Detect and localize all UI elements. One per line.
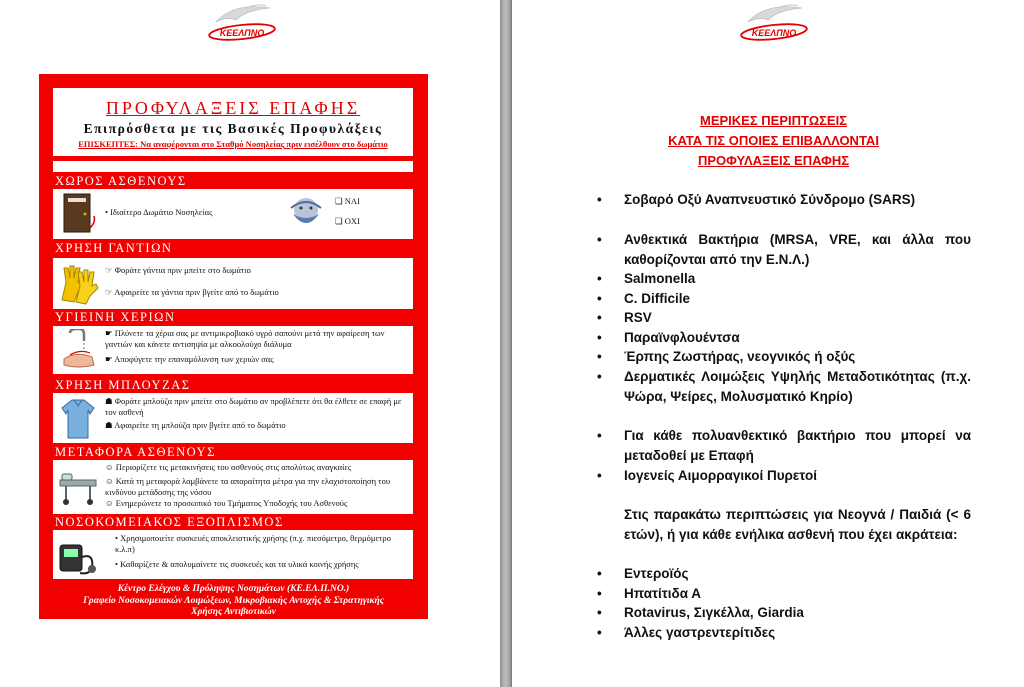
right-title-line-2: ΚΑΤΑ ΤΙΣ ΟΠΟΙΕΣ ΕΠΙΒΑΛΛΟΝΤΑΙ bbox=[668, 133, 879, 148]
page-divider bbox=[500, 0, 512, 687]
transport-line-1: ☺ Περιορίζετε τις μετακινήσεις του ασθενούς στις απολύτως αναγκαίες bbox=[105, 462, 352, 472]
contact-precautions-poster bbox=[39, 74, 428, 619]
hand-hygiene-line-1: ☛ Πλύνετε τα χέρια σας με αντιμικροβιακό υγρό σαπούνι μετά την αφαίρεση των γαντιών και κάνετε αντισηψία με αλκοολούχο διάλυμα bbox=[105, 328, 385, 349]
section-gown bbox=[53, 393, 413, 443]
section-hand-hygiene bbox=[53, 326, 413, 374]
section-title-hand-hygiene: ΥΓΙΕΙΝΗ ΧΕΡΙΩΝ bbox=[55, 310, 176, 324]
list-item: • Παραϊνφλουέντσα bbox=[624, 328, 971, 348]
footer-line-3: Χρήσης Αντιβιοτικών bbox=[191, 607, 276, 617]
gloves-icon bbox=[56, 262, 100, 306]
list-item: • Ανθεκτικά Βακτήρια (MRSA, VRE, και άλλα που καθορίζονται από την Ε.Ν.Λ.) bbox=[624, 230, 971, 269]
section-gloves bbox=[53, 258, 413, 309]
section-patient-room bbox=[53, 189, 413, 239]
list-item: • Rotavirus, Σιγκέλλα, Giardia bbox=[624, 603, 971, 623]
section-title-patient-transport: ΜΕΤΑΦΟΡΑ ΑΣΘΕΝΟΥΣ bbox=[55, 445, 216, 459]
handwash-icon bbox=[56, 329, 100, 371]
list-item: • Ηπατίτιδα Α bbox=[624, 584, 971, 604]
door-icon bbox=[56, 192, 100, 234]
list-item: • Έρπης Ζωστήρας, νεογνικός ή οξύς bbox=[624, 347, 971, 367]
section-title-patient-room: ΧΩΡΟΣ ΑΣΘΕΝΟΥΣ bbox=[55, 174, 187, 188]
transport-line-3: ☺ Ενημερώνετε το προσωπικό του Τμήματος Υποδοχής του Ασθενούς bbox=[105, 498, 348, 508]
list-item: • Δερματικές Λοιμώξεις Υψηλής Μεταδοτικότητας (π.χ. Ψώρα, Ψείρες, Μολυσματικό Κηρίο) bbox=[624, 367, 971, 406]
gloves-line-1: ☞ Φοράτε γάντια πριν μπείτε στο δωμάτιο bbox=[105, 265, 251, 275]
stretcher-icon bbox=[56, 466, 100, 508]
list-item: • Ιογενείς Αιμορραγικοί Πυρετοί bbox=[624, 466, 971, 486]
gown-line-2: ☗ Αφαιρείτε τη μπλούζα πριν βγείτε από το δωμάτιο bbox=[105, 420, 286, 430]
keelpno-logo-left bbox=[206, 4, 278, 46]
section-title-gloves: ΧΡΗΣΗ ΓΑΝΤΙΩΝ bbox=[55, 241, 173, 255]
gown-line-1: ☗ Φοράτε μπλούζα πριν μπείτε στο δωμάτιο αν προβλέπετε ότι θα έλθετε σε επαφή με τον ασθενή bbox=[105, 396, 402, 417]
hand-hygiene-line-2: ☛ Αποφύγετε την επαναμόλυνση των χεριών σας bbox=[105, 354, 274, 364]
footer-line-1: Κέντρο Ελέγχου & Πρόληψης Νοσημάτων (ΚΕ.ΕΛ.Π.ΝΟ.) bbox=[117, 584, 350, 594]
mask-icon bbox=[283, 192, 329, 236]
logo-text: ΚΕΕΛΠΝΟ bbox=[219, 28, 265, 38]
gown-icon bbox=[56, 396, 100, 440]
right-title-line-1: ΜΕΡΙΚΕΣ ΠΕΡΙΠΤΩΣΕΙΣ bbox=[700, 113, 847, 128]
section-title-gown: ΧΡΗΣΗ ΜΠΛΟΥΖΑΣ bbox=[55, 378, 191, 392]
poster-header bbox=[53, 88, 413, 156]
keelpno-logo-right bbox=[738, 4, 810, 46]
list-item: • Εντεροϊός bbox=[624, 564, 971, 584]
blood-pressure-monitor-icon bbox=[56, 533, 100, 577]
right-title-line-3: ΠΡΟΦΥΛΑΞΕΙΣ ΕΠΑΦΗΣ bbox=[697, 153, 850, 168]
gloves-line-2: ☞ Αφαιρείτε τα γάντια πριν βγείτε από το δωμάτιο bbox=[105, 287, 279, 297]
section-patient-transport bbox=[53, 460, 413, 514]
section-equipment bbox=[53, 530, 413, 579]
section-title-equipment: ΝΟΣΟΚΟΜΕΙΑΚΟΣ ΕΞΟΠΛΙΣΜΟΣ bbox=[55, 515, 284, 529]
option-yes[interactable]: ❑ ΝΑΙ bbox=[335, 196, 360, 206]
equipment-line-1: • Χρησιμοποιείτε συσκευές αποκλειστικής χρήσης (π.χ. πιεσόμετρο, θερμόμετρο κ.λ.π) bbox=[115, 533, 391, 554]
footer-line-2: Γραφείο Νοσοκομειακών Λοιμώξεων, Μικροβιακής Αντοχής & Στρατηγικής bbox=[83, 596, 384, 606]
list-item: • Άλλες γαστρεντερίτιδες bbox=[624, 623, 971, 643]
private-room-text: • Ιδιαίτερο Δωμάτιο Νοσηλείας bbox=[105, 207, 213, 217]
transport-line-2: ☺ Κατά τη μεταφορά λαμβάνετε τα απαραίτητα μέτρα για την ελαχιστοποίηση του κινδύνου μετάδοσης της νόσου bbox=[105, 476, 391, 497]
blank-band bbox=[53, 161, 413, 172]
poster-subtitle: Επιπρόσθετα με τις Βασικές Προφυλάξεις bbox=[83, 121, 383, 136]
checkbox-icon: ❑ bbox=[335, 196, 343, 206]
list-item: • RSV bbox=[624, 308, 971, 328]
list-item: • C. Difficile bbox=[624, 289, 971, 309]
visitors-note: ΕΠΙΣΚΕΠΤΕΣ: Να αναφέρονται στο Σταθμό Νοσηλείας πριν εισέλθουν στο δωμάτιο bbox=[78, 139, 388, 149]
list-item: • Σοβαρό Οξύ Αναπνευστικό Σύνδρομο (SARS) bbox=[624, 190, 971, 210]
pediatric-paragraph: Στις παρακάτω περιπτώσεις για Νεογνά / Παιδιά (< 6 ετών), ή για κάθε ενήλικα ασθενή που έχει ακράτεια: bbox=[624, 507, 971, 542]
option-no[interactable]: ❑ ΟΧΙ bbox=[335, 216, 360, 226]
equipment-line-2: • Καθαρίζετε & απολυμαίνετε τις συσκευές και τα υλικά κοινής χρήσης bbox=[115, 559, 359, 569]
poster-title: ΠΡΟΦΥΛΑΞΕΙΣ ΕΠΑΦΗΣ bbox=[105, 98, 361, 118]
list-item: • Για κάθε πολυανθεκτικό βακτήριο που μπορεί να μεταδοθεί με Επαφή bbox=[624, 426, 971, 465]
list-item: • Salmonella bbox=[624, 269, 971, 289]
logo-text: ΚΕΕΛΠΝΟ bbox=[751, 28, 797, 38]
checkbox-icon: ❑ bbox=[335, 216, 343, 226]
